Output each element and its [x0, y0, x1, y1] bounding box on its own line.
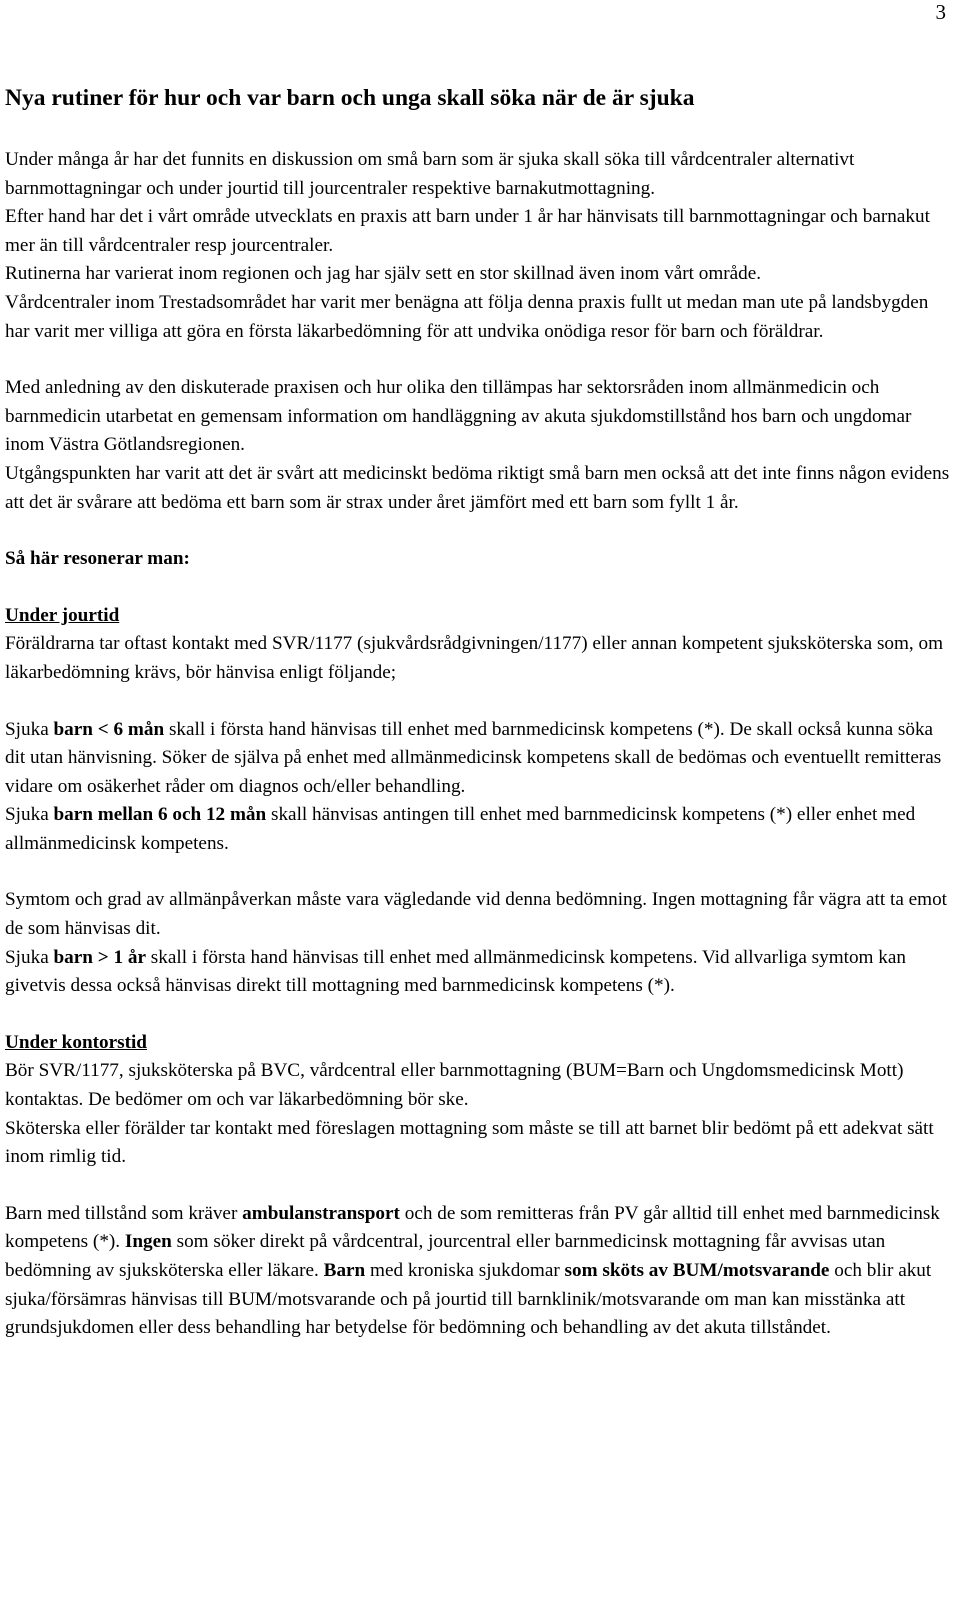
emphasis: Ingen	[124, 1231, 172, 1253]
intro-paragraph-1: Under många år har det funnits en diskussion om små barn som är sjuka skall söka till vårdcentraler alternativt barnmottagningar och under jourtid till jourcentraler respektive barnakutmottagning.	[5, 149, 855, 199]
jourtid-symptoms: Symtom och grad av allmänpåverkan måste vara vägledande vid denna bedömning. Ingen mottagning får vägra att ta emot de som hänvisas dit.	[5, 889, 948, 940]
final-paragraph	[5, 1200, 955, 1343]
intro-paragraph-2: Efter hand har det i vårt område utvecklats en praxis att barn under 1 år har hänvisats till barnmottagningar och barnakut mer än till vårdcentraler resp jourcentraler.	[5, 206, 930, 256]
intro-paragraph-4: Vårdcentraler inom Trestadsområdet har varit mer benägna att följa denna praxis fullt ut medan man ute på landsbygden har varit mer villiga att göra en första läkarbedömning för att undvika onödiga resor för barn och föräldrar.	[5, 291, 929, 342]
text-run: skall i första hand hänvisas till enhet med allmänmedicinsk kompetens. Vid allvarliga symtom kan givetvis dessa också hänvisas direkt till mottagning med barnmedicinsk kompetens (*).	[5, 946, 906, 997]
kontorstid-paragraph-1: Bör SVR/1177, sjuksköterska på BVC, vårdcentral eller barnmottagning (BUM=Barn och Ungdomsmedicinsk Mott) kontaktas. De bedömer om och var läkarbedömning bör ske.	[5, 1060, 904, 1111]
emphasis: barn > 1 år	[53, 946, 146, 968]
text-run: med kroniska sjukdomar	[365, 1260, 565, 1281]
jourtid-under-6-months	[5, 716, 955, 802]
background-paragraph-1: Med anledning av den diskuterade praxisen och hur olika den tillämpas har sektorsråden inom allmänmedicin och barnmedicin utarbetat en gemensam information om handläggning av akuta sjukdomstillstånd hos barn och ungdomar inom Västra Götlandsregionen.	[5, 377, 912, 456]
page-title: Nya rutiner för hur och var barn och unga skall söka när de är sjuka	[5, 85, 695, 111]
background-paragraph-2: Utgångspunkten har varit att det är svårt att medicinskt bedöma riktigt små barn men också att det inte finns någon evidens att det är svårare att bedöma ett barn som är strax under året jämfört med ett barn som fyllt 1 år.	[5, 462, 950, 513]
jourtid-6-to-12-months	[5, 801, 955, 858]
text-run: som söker direkt på vårdcentral, jourcentral eller barnmedicinsk mottagning får avvisas utan bedömning av sjuksköterska eller läkare.	[5, 1231, 886, 1281]
jourtid-heading: Under jourtid	[5, 604, 120, 626]
text-run: skall i första hand hänvisas till enhet med barnmedicinsk kompetens (*). De skall också kunna söka dit utan hänvisning. Söker de själva på enhet med allmänmedicinsk kompetens skall de bedömas och eventuellt remitteras vidare om osäkerhet råder om diagnos och/eller behandling.	[5, 718, 942, 797]
intro-paragraph-3: Rutinerna har varierat inom regionen och jag har själv sett en stor skillnad även inom vårt område.	[5, 263, 762, 285]
jourtid-intro: Föräldrarna tar oftast kontakt med SVR/1177 (sjukvårdsrådgivningen/1177) eller annan kompetent sjuksköterska som, om läkarbedömning krävs, bör hänvisa enligt följande;	[5, 633, 944, 683]
text-run: Sjuka	[5, 718, 54, 740]
emphasis: Barn	[323, 1260, 366, 1281]
emphasis: barn < 6 mån	[53, 718, 165, 740]
kontorstid-heading: Under kontorstid	[5, 1031, 147, 1053]
page-number: 3	[935, 0, 946, 24]
emphasis: ambulanstransport	[242, 1202, 400, 1224]
text-run: Sjuka	[5, 804, 54, 826]
text-run: Sjuka	[5, 946, 54, 968]
text-run: Barn med tillstånd som kräver	[5, 1202, 243, 1224]
emphasis: barn mellan 6 och 12 mån	[53, 804, 267, 826]
jourtid-over-1-year	[5, 944, 955, 1001]
text-run: och blir akut sjuka/försämras hänvisas till BUM/motsvarande och på jourtid till barnklinik/motsvarande om man kan misstänka att grundsjukdomen eller dess behandling har betydelse för bedömning och behandling av det akuta tillståndet.	[5, 1260, 932, 1339]
emphasis: som sköts av BUM/motsvarande	[564, 1260, 830, 1281]
document-body	[5, 80, 955, 1343]
text-run: och de som remitteras från PV går alltid till enhet med barnmedicinsk kompetens (*).	[5, 1202, 940, 1253]
reasoning-heading: Så här resonerar man:	[5, 548, 190, 570]
text-run: skall hänvisas antingen till enhet med barnmedicinsk kompetens (*) eller enhet med allmänmedicinsk kompetens.	[5, 804, 916, 854]
kontorstid-paragraph-2: Sköterska eller förälder tar kontakt med föreslagen mottagning som måste se till att barnet blir bedömt på ett adekvat sätt inom rimlig tid.	[5, 1117, 934, 1168]
